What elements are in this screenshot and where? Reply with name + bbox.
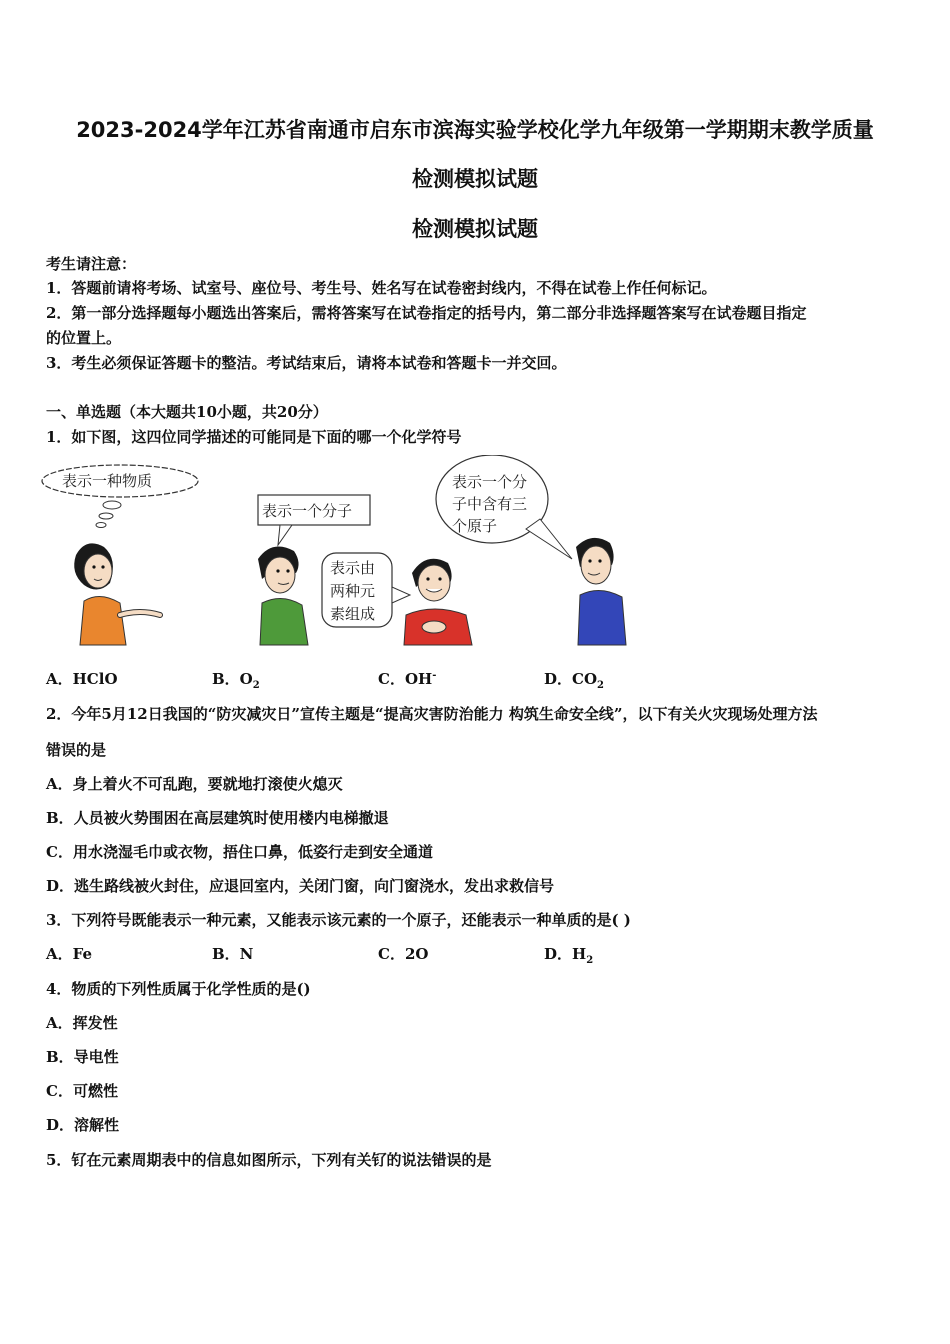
speech-bubble-4 <box>436 455 572 559</box>
notice-item-2: 2．第一部分选择题每小题选出答案后，需将答案写在试卷指定的括号内，第二部分非选择题答案写在试卷题目指定 <box>46 304 807 322</box>
q5-stem: 5．钌在元素周期表中的信息如图所示，下列有关钌的说法错误的是 <box>46 1151 492 1169</box>
q3-stem: 3．下列符号既能表示一种元素，又能表示该元素的一个原子，还能表示一种单质的是( ) <box>46 911 631 929</box>
q3-option-b[interactable]: B．N <box>212 945 254 963</box>
notice-heading: 考生请注意： <box>46 255 137 273</box>
speech-bubble-2 <box>258 495 370 545</box>
speech-bubble-3 <box>322 553 410 627</box>
q3-option-a[interactable]: A．Fe <box>46 945 93 963</box>
q2-option-c[interactable]: C．用水浇湿毛巾或衣物，捂住口鼻，低姿行走到安全通道 <box>46 843 433 861</box>
exam-title-line2: 检测模拟试题 <box>412 167 538 191</box>
q1-illustration <box>40 455 640 650</box>
student-boy-green <box>258 547 308 646</box>
bubble-3-line1: 表示由 <box>330 559 376 577</box>
section-heading: 一、单选题（本大题共10小题，共20分） <box>46 403 328 421</box>
bubble-3-line2: 两种元 <box>330 582 376 600</box>
q1-stem: 1．如下图，这四位同学描述的可能同是下面的哪一个化学符号 <box>46 428 462 446</box>
exam-title-line3: 检测模拟试题 <box>412 217 538 241</box>
q1-option-a[interactable]: A．HClO <box>46 670 118 688</box>
student-boy-red <box>404 559 472 645</box>
student-girl <box>74 543 160 645</box>
q4-option-b[interactable]: B．导电性 <box>46 1048 119 1066</box>
thought-bubble-1 <box>42 465 198 528</box>
q3-option-c[interactable]: C．2O <box>378 945 429 963</box>
q2-stem-line2: 错误的是 <box>46 741 107 759</box>
exam-title-line1: 2023-2024学年江苏省南通市启东市滨海实验学校化学九年级第一学期期末教学质量 <box>76 118 874 142</box>
notice-item-1: 1．答题前请将考场、试室号、座位号、考生号、姓名写在试卷密封线内，不得在试卷上作任何标记。 <box>46 279 717 297</box>
notice-item-2-cont: 的位置上。 <box>46 329 122 347</box>
q1-option-b[interactable]: B．$O_2$ <box>212 670 260 691</box>
q4-option-d[interactable]: D．溶解性 <box>46 1116 120 1134</box>
q2-stem-line1: 2．今年5月12日我国的“防灾减灾日”宣传主题是“提高灾害防治能力 构筑生命安全线”，以下有关火灾现场处理方法 <box>46 705 818 723</box>
bubble-4-line1: 表示一个分 <box>452 473 528 491</box>
q2-option-b[interactable]: B．人员被火势围困在高层建筑时使用楼内电梯撤退 <box>46 809 389 827</box>
bubble-1-text: 表示一种物质 <box>62 472 153 490</box>
q2-option-d[interactable]: D．逃生路线被火封住，应退回室内，关闭门窗，向门窗浇水，发出求救信号 <box>46 877 555 895</box>
q1-option-c[interactable]: C．OH- <box>378 670 437 688</box>
bubble-3-line3: 素组成 <box>330 605 376 623</box>
bubble-4-line3: 个原子 <box>452 517 498 535</box>
bubble-2-text: 表示一个分子 <box>262 502 353 520</box>
student-boy-blue <box>576 538 626 645</box>
q2-option-a[interactable]: A．身上着火不可乱跑，要就地打滚使火熄灭 <box>46 775 343 793</box>
q4-stem: 4．物质的下列性质属于化学性质的是() <box>46 980 311 998</box>
q4-option-c[interactable]: C．可燃性 <box>46 1082 118 1100</box>
bubble-4-line2: 子中含有三 <box>452 495 528 513</box>
q3-option-d[interactable]: D．$H_2$ <box>544 945 594 966</box>
q1-option-d[interactable]: D．$CO_2$ <box>544 670 604 691</box>
q4-option-a[interactable]: A．挥发性 <box>46 1014 118 1032</box>
notice-item-3: 3．考生必须保证答题卡的整洁。考试结束后，请将本试卷和答题卡一并交回。 <box>46 354 567 372</box>
